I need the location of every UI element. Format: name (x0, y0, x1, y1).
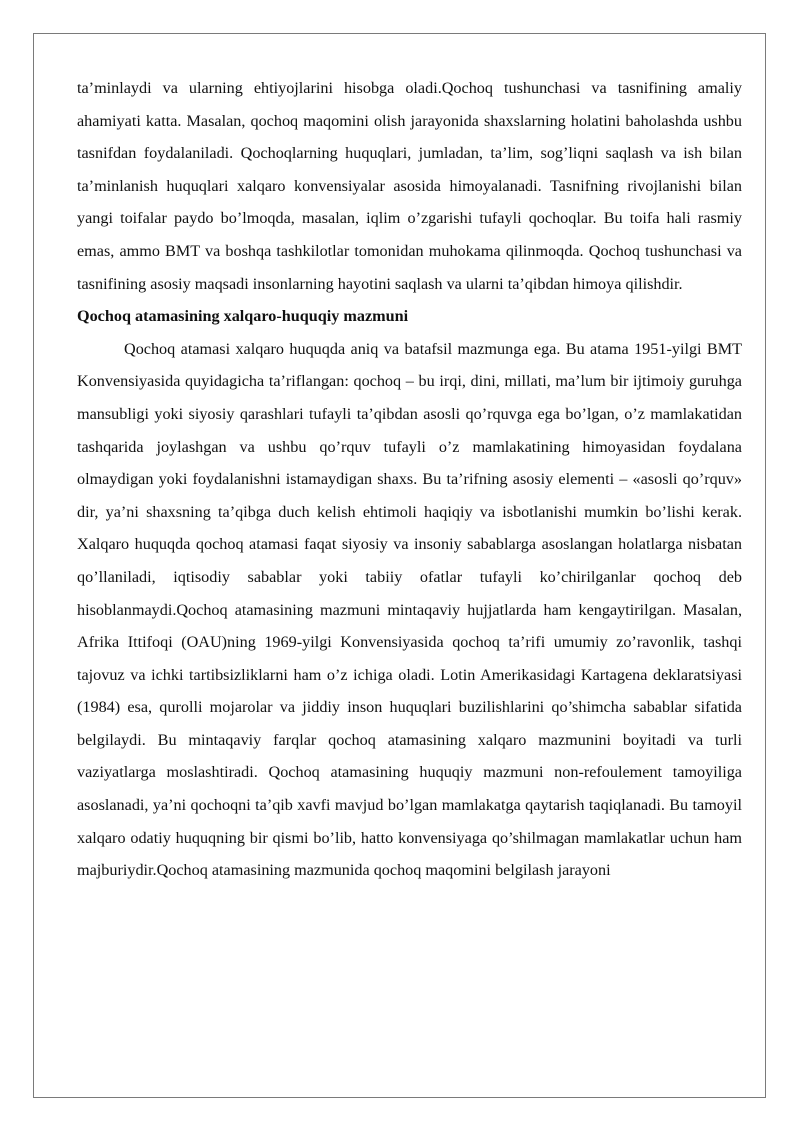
body-paragraph: Qochoq atamasi xalqaro huquqda aniq va batafsil mazmunga ega. Bu atama 1951-yilgi BMT Konvensiyasida quyidagicha ta’riflangan: qochoq – bu irqi, dini, millati, ma’lum bir ijtimoiy guruhga mansubligi yoki siyosiy qarashlari tufayli ta’qibdan asosli qo’rquvga ega bo’lgan, o’z mamlakatidan tashqarida joylashgan va ushbu qo’rquv tufayli o’z mamlakatining himoyasidan foydalana olmaydigan yoki foydalanishni istamaydigan shaxs. Bu ta’rifning asosiy elementi – «asosli qo’rquv» dir, ya’ni shaxsning ta’qibga duch kelish ehtimoli haqiqiy va isbotlanishi mumkin bo’lishi kerak. Xalqaro huquqda qochoq atamasi faqat siyosiy va insoniy sabablarga asoslangan holatlarga nisbatan qo’llaniladi, iqtisodiy sabablar yoki tabiiy ofatlar tufayli ko’chirilganlar qochoq deb hisoblanmaydi.Qochoq atamasining mazmuni mintaqaviy hujjatlarda ham kengaytirilgan. Masalan, Afrika Ittifoqi (OAU)ning 1969-yilgi Konvensiyasida qochoq ta’rifi umumiy zo’ravonlik, tashqi tajovuz va ichki tartibsizliklarni ham o’z ichiga oladi. Lotin Amerikasidagi Kartagena deklaratsiyasi (1984) esa, qurolli mojarolar va jiddiy inson huquqlari buzilishlarini qo’shimcha sabablar sifatida belgilaydi. Bu mintaqaviy farqlar qochoq atamasining xalqaro mazmunini boyitadi va turli vaziyatlarga moslashtiradi. Qochoq atamasining huquqiy mazmuni non-refoulement tamoyiliga asoslanadi, ya’ni qochoqni ta’qib xavfi mavjud bo’lgan mamlakatga qaytarish taqiqlanadi. Bu tamoyil xalqaro odatiy huquqning bir qismi bo’lib, hatto konvensiyaga qo’shilmagan mamlakatlar uchun ham majburiydir.Qochoq atamasining mazmunida qochoq maqomini belgilash jarayoni (77, 339, 742, 880)
section-heading: Qochoq atamasining xalqaro-huquqiy mazmuni (77, 307, 409, 326)
document-body (77, 72, 742, 887)
body-paragraph: ta’minlaydi va ularning ehtiyojlarini hisobga oladi.Qochoq tushunchasi va tasnifining amaliy ahamiyati katta. Masalan, qochoq maqomini olish jarayonida shaxslarning holatini baholashda ushbu tasnifdan foydalaniladi. Qochoqlarning huquqlari, jumladan, ta’lim, sog’liqni saqlash va ish bilan ta’minlanish huquqlari xalqaro konvensiyalar asosida himoyalanadi. Tasnifning rivojlanishi bilan yangi toifalar paydo bo’lmoqda, masalan, iqlim o’zgarishi tufayli qochoqlar. Bu toifa hali rasmiy emas, ammo BMT va boshqa tashkilotlar tomonidan muhokama qilinmoqda. Qochoq tushunchasi va tasnifining asosiy maqsadi insonlarning hayotini saqlash va ularni ta’qibdan himoya qilishdir. (77, 79, 742, 293)
